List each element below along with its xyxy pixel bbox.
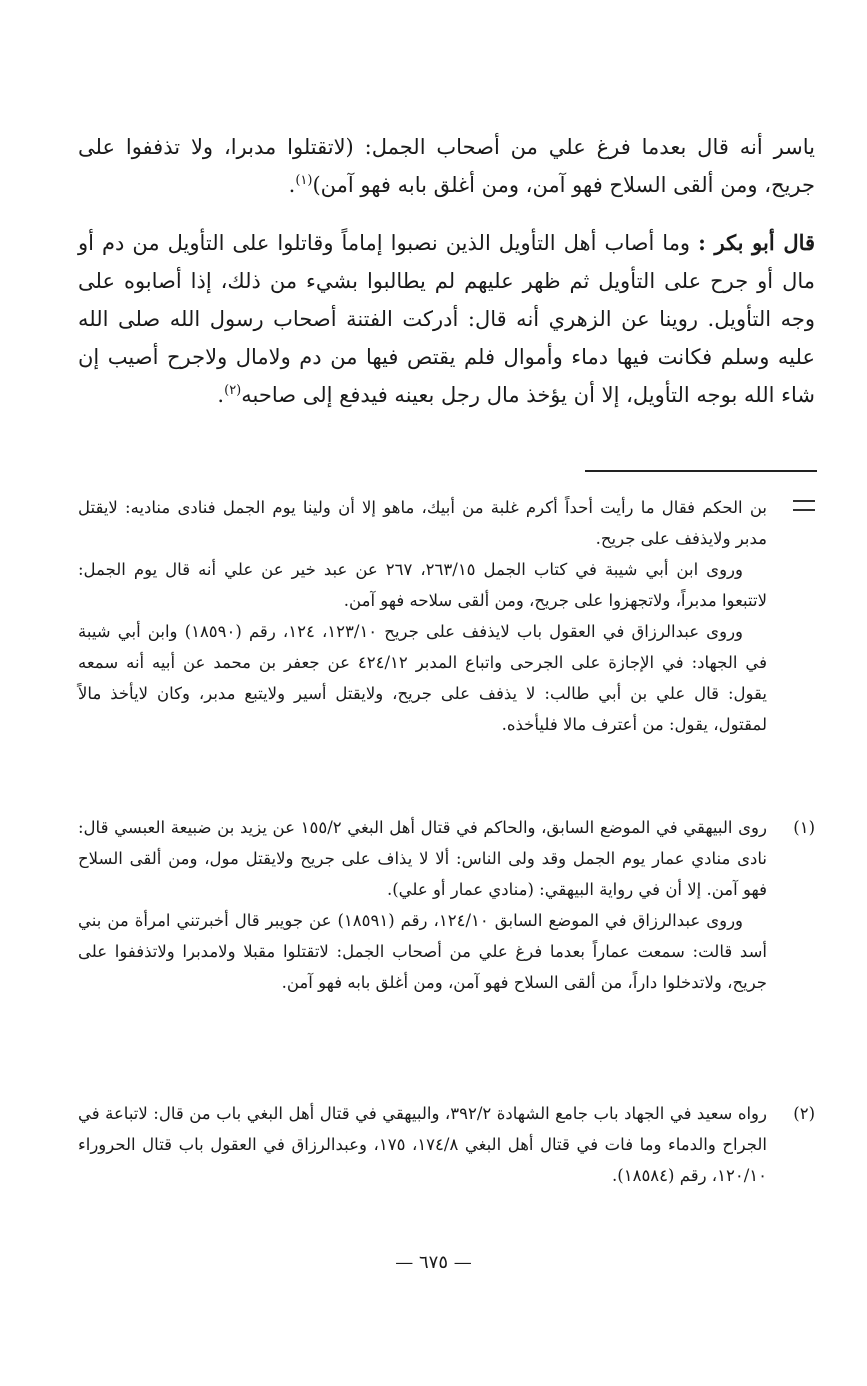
footnote-separator — [585, 470, 817, 472]
footnote-continuation — [78, 492, 815, 740]
footnote-1-number: (١) — [793, 818, 815, 837]
footnote-2 — [78, 1098, 815, 1191]
footnote-1-p1: روى البيهقي في الموضع السابق، والحاكم في قتال أهل البغي ١٥٥/٢ عن يزيد بن ضبيعة العبسي قال: نادى منادي عمار يوم الجمل وقد ولى الناس: ألا لا يذاف على جريح ولايقتل مول، ومن ألقى السلاح فهو آمن. إلا أن في رواية البيهقي: (منادي عمار أو علي). — [78, 818, 767, 899]
footnote-continuation-p2: وروى ابن أبي شيبة في كتاب الجمل ٢٦٣/١٥، ٢٦٧ عن عبد خير عن علي أنه قال يوم الجمل: لاتتبعوا مدبراً، ولاتجهزوا على جريح، ومن ألقى سلاحه فهو آمن. — [78, 560, 767, 610]
main-paragraph-2 — [78, 224, 815, 414]
main-paragraph-2-end: . — [217, 383, 225, 407]
footnote-1-p2: وروى عبدالرزاق في الموضع السابق ١٢٤/١٠، رقم (١٨٥٩١) عن جويبر قال أخبرتني امرأة من بني أسد قالت: سمعت عماراً بعدما فرغ علي من أصحاب الجمل: لاتقتلوا مقبلا ولامدبرا ولاتذففوا على جريح، ولاتدخلوا داراً، من ألقى السلاح فهو آمن، ومن أغلق بابه فهو آمن. — [78, 911, 767, 992]
footnote-continuation-p3: وروى عبدالرزاق في العقول باب لايذفف على جريح ١٢٣/١٠، ١٢٤، رقم (١٨٥٩٠) وابن أبي شيبة في الجهاد: في الإجازة على الجرحى واتباع المدبر ٤٢٤/١٢ عن جعفر بن محمد عن أبيه أنه سمعه يقول: قال علي بن أبي طالب: لا يذفف على جريح، ولايقتل أسير ولايتبع مدبر، وكان لايأخذ مالاً لمقتول، يقول: من أعترف مالا فليأخذه. — [78, 622, 767, 734]
footnote-continuation-p1: بن الحكم فقال ما رأيت أحداً أكرم غلبة من أبيك، ماهو إلا أن ولينا يوم الجمل فنادى مناديه: لايقتل مدبر ولايذفف على جريح. — [78, 498, 767, 548]
main-text — [78, 128, 815, 414]
footnote-1-body — [78, 812, 767, 998]
main-paragraph-1-end: . — [288, 173, 296, 197]
footnote-ref-1[interactable]: (١) — [295, 173, 313, 188]
footnote-2-body — [78, 1098, 767, 1191]
footnote-2-number: (٢) — [793, 1104, 815, 1123]
footnote-continuation-body — [78, 492, 767, 740]
main-paragraph-1 — [78, 128, 815, 204]
speaker-label: قال أبو بكر : — [698, 230, 816, 255]
footnote-ref-2[interactable]: (٢) — [224, 383, 242, 398]
main-paragraph-2-text: وما أصاب أهل التأويل الذين نصبوا إماماً وقاتلوا على التأويل من دم أو مال أو جرح على التأويل ثم ظهر عليهم لم يطالبوا بشيء من ذلك، إذا أصابوه على وجه التأويل. روينا عن الزهري أنه قال: أدركت الفتنة أصحاب رسول الله صلى الله عليه وسلم فكانت فيها دماء وأموال فلم يقتص فيها من دم ولامال ولاجرح أصيب إن شاء الله بوجه التأويل، إلا أن يؤخذ مال رجل بعينه فيدفع إلى صاحبه — [78, 231, 815, 407]
main-paragraph-1-text: ياسر أنه قال بعدما فرغ علي من أصحاب الجمل: (لاتقتلوا مدبرا، ولا تذففوا على جريح، ومن ألقى السلاح فهو آمن، ومن أغلق بابه فهو آمن) — [78, 135, 815, 197]
footnote-1 — [78, 812, 815, 998]
continuation-mark — [793, 500, 815, 511]
footnote-2-p1: رواه سعيد في الجهاد باب جامع الشهادة ٣٩٢/٢، والبيهقي في قتال أهل البغي باب من قال: لاتباعة في الجراح والدماء وما فات في قتال أهل البغي ١٧٤/٨، ١٧٥، وعبدالرزاق في العقول باب قتال الحروراء ١٢٠/١٠، رقم (١٨٥٨٤). — [78, 1104, 767, 1185]
page-number: — ٦٧٥ — — [395, 1252, 472, 1273]
